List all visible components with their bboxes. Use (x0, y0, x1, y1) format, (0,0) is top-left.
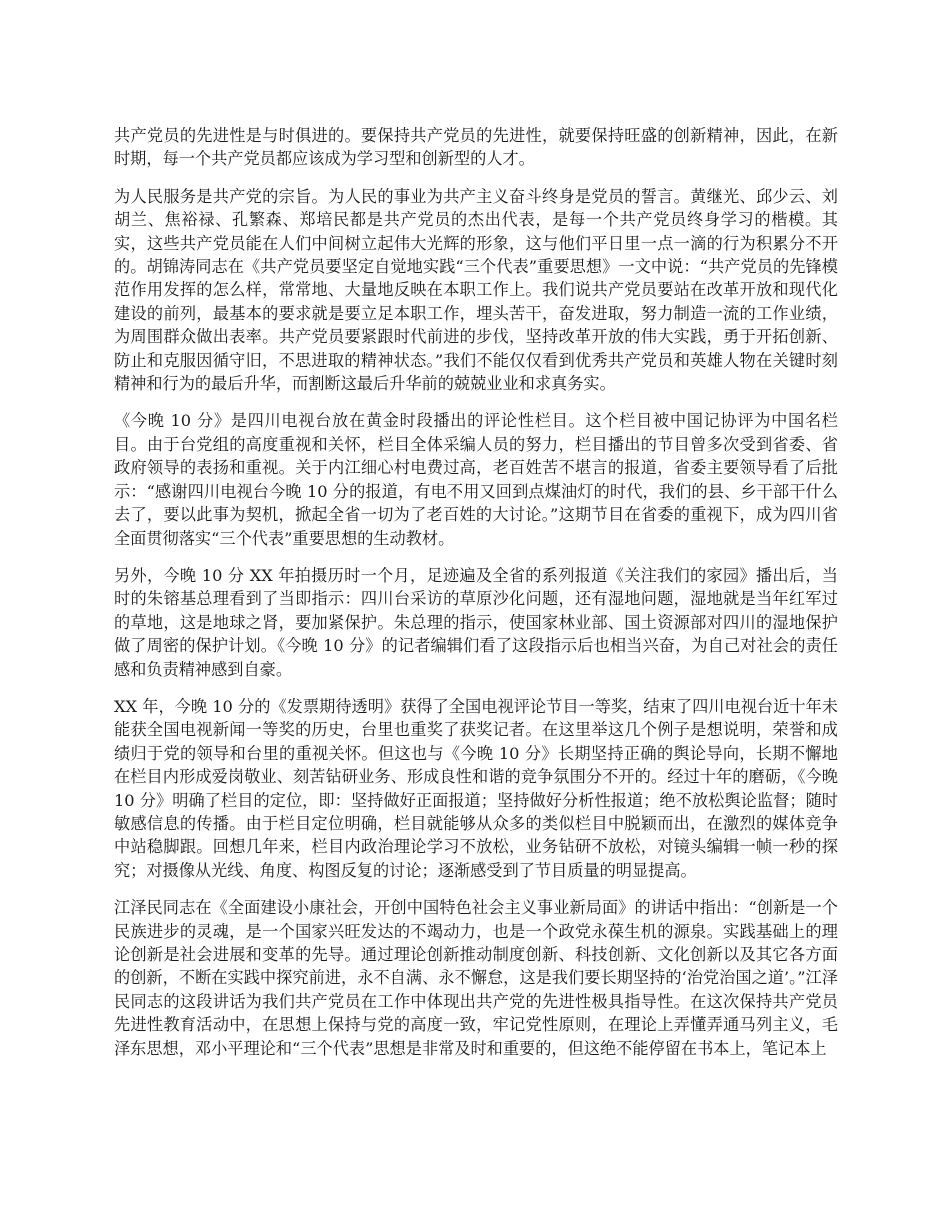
paragraph-6: 江泽民同志在《全面建设小康社会，开创中国特色社会主义事业新局面》的讲话中指出：“创新是一个民族进步的灵魂，是一个国家兴旺发达的不竭动力，也是一个政党永葆生机的源泉。实践基础上的理论创新是社会进展和变革的先导。通过理论创新推动制度创新、科技创新、文化创新以及其它各方面的创新，不断在实践中探究前进，永不自满、永不懈怠，这是我们要长期坚持的‘治党治国之道’。”江泽民同志的这段讲话为我们共产党员在工作中体现出共产党的先进性极具指导性。在这次保持共产党员先进性教育活动中，在思想上保持与党的高度一致，牢记党性原则，在理论上弄懂弄通马列主义，毛泽东思想，邓小平理论和“三个代表”思想是非常及时和重要的，但这绝不能停留在书本上，笔记本上 (114, 898, 838, 1058)
paragraph-1: 共产党员的先进性是与时俱进的。要保持共产党员的先进性，就要保持旺盛的创新精神，因此，在新时期，每一个共产党员都应该成为学习型和创新型的人才。 (114, 126, 838, 169)
paragraph-5: XX 年，今晚 10 分的《发票期待透明》获得了全国电视评论节目一等奖，结束了四川电视台近十年未能获全国电视新闻一等奖的历史，台里也重奖了获奖记者。在这里举这几个例子是想说明，荣誉和成绩归于党的领导和台里的重视关怀。但这也与《今晚 10 分》长期坚持正确的舆论导向，长期不懈地在栏目内形成爱岗敬业、刻苦钻研业务、形成良性和谐的竞争氛围分不开的。经过十年的磨砺，《今晚 10 分》明确了栏目的定位，即：坚持做好正面报道；坚持做好分析性报道；绝不放松舆论监督；随时敏感信息的传播。由于栏目定位明确，栏目就能够从众多的类似栏目中脱颖而出，在激烈的媒体竞争中站稳脚跟。回想几年来，栏目内政治理论学习不放松，业务钻研不放松，对镜头编辑一帧一秒的探究；对摄像从光线、角度、构图反复的讨论；逐渐感受到了节目质量的明显提高。 (114, 696, 838, 880)
paragraph-3: 《今晚 10 分》是四川电视台放在黄金时段播出的评论性栏目。这个栏目被中国记协评为中国名栏目。由于台党组的高度重视和关怀，栏目全体采编人员的努力，栏目播出的节目曾多次受到省委、省政府领导的表扬和重视。关于内江细心村电费过高，老百姓苦不堪言的报道，省委主要领导看了后批示：“感谢四川电视台今晚 10 分的报道，有电不用又回到点煤油灯的时代，我们的县、乡干部干什么去了，要以此事为契机，掀起全省一切为了老百姓的大讨论。”这期节目在省委的重视下，成为四川省全面贯彻落实“三个代表”重要思想的生动教材。 (114, 411, 838, 548)
paragraph-4: 另外，今晚 10 分 XX 年拍摄历时一个月，足迹遍及全省的系列报道《关注我们的家园》播出后，当时的朱镕基总理看到了当即指示：四川台采访的草原沙化问题，还有湿地问题，湿地就是当年红军过的草地，这是地球之肾，要加紧保护。朱总理的指示，使国家林业部、国土资源部对四川的湿地保护做了周密的保护计划。《今晚 10 分》的记者编辑们看了这段指示后也相当兴奋，为自己对社会的责任感和负责精神感到自豪。 (114, 565, 838, 679)
paragraph-2: 为人民服务是共产党的宗旨。为人民的事业为共产主义奋斗终身是党员的誓言。黄继光、邱少云、刘胡兰、焦裕禄、孔繁森、郑培民都是共产党员的杰出代表，是每一个共产党员终身学习的楷模。其实，这些共产党员能在人们中间树立起伟大光辉的形象，这与他们平日里一点一滴的行为积累分不开的。胡锦涛同志在《共产党员要坚定自觉地实践“三个代表”重要思想》一文中说：“共产党员的先锋模范作用发挥的怎么样，常常地、大量地反映在本职工作上。我们说共产党员要站在改革开放和现代化建设的前列，最基本的要求就是要立足本职工作，埋头苦干，奋发进取，努力制造一流的工作业绩，为周围群众做出表率。共产党员要紧跟时代前进的步伐，坚持改革开放的伟大实践，勇于开拓创新、防止和克服因循守旧，不思进取的精神状态。”我们不能仅仅看到优秀共产党员和英雄人物在关键时刻精神和行为的最后升华，而割断这最后升华前的兢兢业业和求真务实。 (114, 186, 838, 394)
document-body (114, 124, 838, 1074)
